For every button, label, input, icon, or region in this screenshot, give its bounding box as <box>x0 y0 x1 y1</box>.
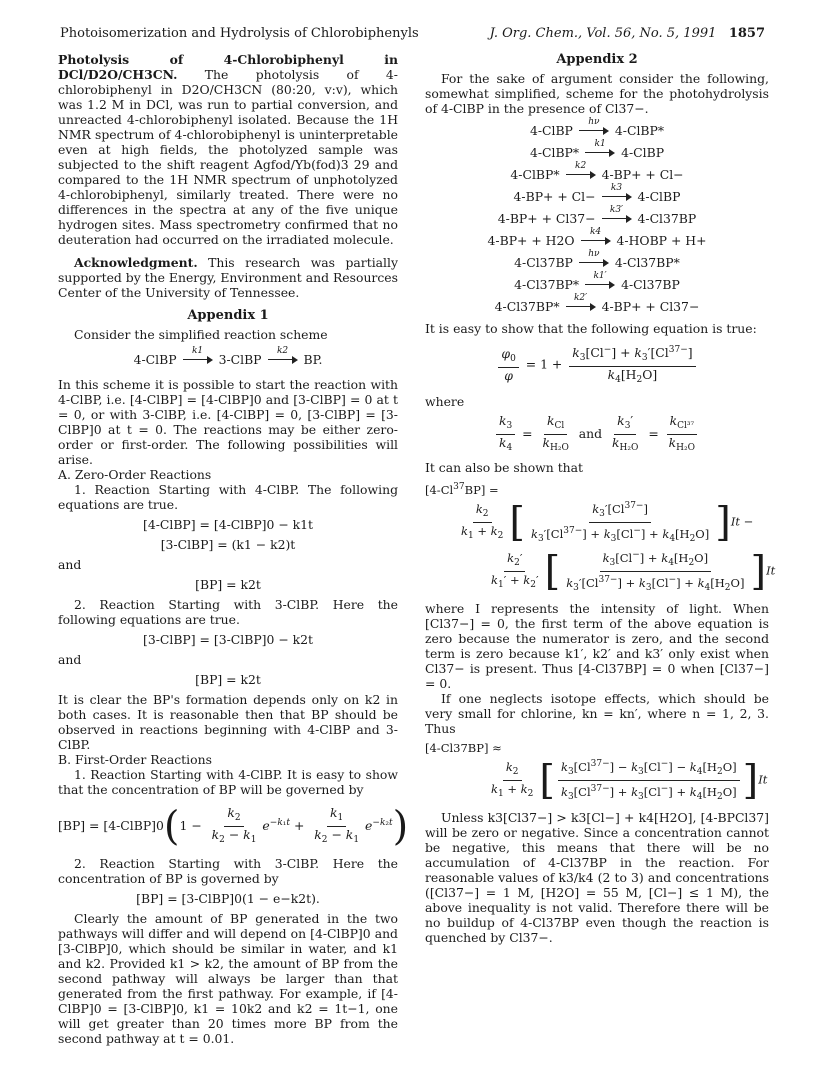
and-connector-1: and <box>58 557 82 572</box>
reaction-rhs: 4-ClBP <box>637 189 681 204</box>
appendix-2-heading: Appendix 2 <box>556 52 638 67</box>
rate-constant-label: hν <box>588 248 600 259</box>
left-column <box>58 52 409 1046</box>
reaction-arrow <box>579 116 609 136</box>
rate-constant-label: k2 <box>574 160 587 171</box>
right-column <box>425 52 776 945</box>
scheme-paragraph: In this scheme it is possible to start the reaction with 4-ClBP, i.e. [4-ClBP] = [4-ClBP]0 and [3-ClBP] = 0 at t = 0, or with 3-ClBP, i.e. [4-ClBP] = 0, [3-ClBP] = [3-ClBP]0 at t = 0. The reactions may be either zero-order or first-order. The following possibilities will arise. <box>58 377 398 467</box>
reaction-scheme-1 <box>58 345 398 367</box>
photolysis-heading: Photolysis of 4-Chlorobiphenyl in DCl/D2O/CH3CN. <box>58 52 398 82</box>
page-number: 1857 <box>728 26 765 41</box>
and-connector-2: and <box>58 652 82 667</box>
approx-equation: [4-Cl37BP] ≈ $\frac{k_2}{k_1 + k_2}$ [ $\frac{k_3[Cl^{37-}] - k_3[Cl^-] - k_4[H_2O]}{k_3[Cl^{37-}] + k_3[Cl^-] + k_4[H_2O]}$ ]It <box>425 741 768 804</box>
final-paragraph: Clearly the amount of BP generated in the two pathways will differ and will depend on [4-ClBP]0 and [3-ClBP]0, which should be similar in water, and k1 and k2. Provided k1 > k2, the amount of BP from the second pathway will always be larger than that generated from the first pathway. For example, if [4-ClBP]0 = [3-ClBP]0, k1 = 10k2 and k2 = 1t−1, one will get greater than 20 times more BP from the second pathway at t = 0.01. <box>58 911 398 1046</box>
reaction-rhs: 4-Cl37BP* <box>614 255 680 270</box>
running-header <box>60 26 765 44</box>
intensity-paragraph: where I represents the intensity of light. When [Cl37−] = 0, the first term of the above equation is zero because the numerator is zero, and the second term is zero because k1′, k2′ and k3′ only exist when Cl37− is present. Thus [4-Cl37BP] = 0 when [Cl37−] = 0. <box>425 601 769 691</box>
first-order-case-1: 1. Reaction Starting with 4-ClBP. It is easy to show that the concentration of BP will be governed by <box>58 767 398 797</box>
reaction-arrow <box>602 182 632 202</box>
reaction-row <box>425 292 769 314</box>
reaction-arrow <box>566 160 596 180</box>
equation-4: [3-ClBP] = [3-ClBP]0 − k2t <box>142 632 314 647</box>
acknowledgment-paragraph <box>58 255 398 300</box>
rate-constant-label: k1′ <box>593 270 607 281</box>
arrow-k1: k1 <box>183 355 213 365</box>
easy-show-paragraph: It is easy to show that the following equation is true: <box>425 321 757 336</box>
equation-2: [3-ClBP] = (k1 − k2)t <box>160 537 296 552</box>
equation-5: [BP] = k2t <box>195 672 261 687</box>
also-shown-paragraph: It can also be shown that <box>425 460 584 475</box>
reaction-row <box>425 270 769 292</box>
photolysis-body: The photolysis of 4-chlorobiphenyl in D2O/CH3CN (80:20, v:v), which was 1.2 M in DCl, was run to partial conversion, and unreacted 4-chlorobiphenyl isolated. Because the 1H NMR spectrum of 4-chlorobiphenyl is uninterpretable even at high fields, the photolyzed sample was subjected to the shift reagent Agfod/Yb(fod)3 29 and compared to the 1H NMR spectrum of unphotolyzed 4-chlorobiphenyl, similarly treated. There were no differences in the spectra at any of the five unique hydrogen sites. Mass spectrometry confirmed that no deuteration had occurred on the irradiated molecule. <box>58 67 398 247</box>
reaction-row <box>425 160 769 182</box>
reaction-lhs: 4-ClBP <box>529 123 573 138</box>
isotope-paragraph: If one neglects isotope effects, which should be very small for chlorine, kn = kn′, where n = 1, 2, 3. Thus <box>425 691 769 736</box>
where-label: where <box>425 394 465 409</box>
reaction-rhs: 4-ClBP* <box>614 123 665 138</box>
header-journal: J. Org. Chem., Vol. 56, No. 5, 1991 1857 <box>489 26 765 41</box>
header-title: Photoisomerization and Hydrolysis of Chlorobiphenyls <box>60 26 419 41</box>
ratio-equation: $\frac{k_3}{k_4}$ = $\frac{k_{Cl}}{k_{H_2O}}$ and $\frac{k_3'}{k_{H_2O}}$ = $\frac{k_{Cl^{37}}}{k_{H_2O}}$ <box>425 413 769 456</box>
scheme-reactant: 4-ClBP <box>133 352 177 367</box>
reaction-arrow <box>579 248 609 268</box>
concentration-equation: $[4-Cl^{37}BP]$ = $\frac{k_2}{k_1 + k_2}$ [ $\frac{k_3'[Cl^{37-}]}{k_3'[Cl^{37-}] + k_3[Cl^-] + k_4[H_2O]}$ ]It − $\frac{k_2'}{k_1' + k_2'}$ [ $\frac{k_3[Cl^-] + k_4[H_2O]}{k_3'[Cl^{37-}] + k_3[Cl^-] + k_4[H_2O]}$ ]It <box>425 482 776 595</box>
equation-7: [BP] = [3-ClBP]0(1 − e−k2t). <box>136 891 320 906</box>
reaction-lhs: 4-BP+ + Cl− <box>513 189 596 204</box>
first-order-case-2: 2. Reaction Starting with 3-ClBP. Here the concentration of BP is governed by <box>58 856 398 886</box>
conclusion-paragraph: It is clear the BP's formation depends only on k2 in both cases. It is reasonable then that BP should be observed in reactions beginning with 4-ClBP and 3-ClBP. <box>58 692 398 752</box>
reaction-lhs: 4-Cl37BP <box>514 255 573 270</box>
zero-order-case-1: 1. Reaction Starting with 4-ClBP. The following equations are true. <box>58 482 398 512</box>
reaction-rhs: 4-BP+ + Cl− <box>601 167 684 182</box>
appendix-1-heading: Appendix 1 <box>187 308 269 323</box>
rate-constant-label: k2′ <box>573 292 588 303</box>
reaction-list <box>425 116 769 314</box>
rate-constant-label: k1 <box>594 138 606 149</box>
reaction-rhs: 4-ClBP <box>621 145 665 160</box>
acknowledgment-heading: Acknowledgment. <box>74 255 198 270</box>
equation-3: [BP] = k2t <box>195 577 261 592</box>
reaction-lhs: 4-ClBP* <box>529 145 580 160</box>
equation-1: [4-ClBP] = [4-ClBP]0 − k1t <box>142 517 314 532</box>
rate-constant-label: hν <box>588 116 600 127</box>
rate-constant-label: k3 <box>610 182 623 193</box>
appendix-1-intro: Consider the simplified reaction scheme <box>74 327 328 342</box>
reaction-lhs: 4-BP+ + Cl37− <box>497 211 596 226</box>
equation-6: [BP] = [4-ClBP]0(1 − $\frac{k_2}{k_2 - k_1}$ $e^{-k_1t}$ + $\frac{k_1}{k_2 - k_1}$ $e^{-k_2t}$) <box>58 803 409 850</box>
rate-constant-label: k4 <box>589 226 602 237</box>
reaction-lhs: 4-ClBP* <box>510 167 560 182</box>
reaction-row <box>425 138 769 160</box>
reaction-lhs: 4-BP+ + H2O <box>487 233 575 248</box>
scheme-product: BP. <box>303 352 323 367</box>
reaction-arrow <box>585 270 615 290</box>
photolysis-paragraph <box>58 52 398 247</box>
appendix-2-intro: For the sake of argument consider the following, somewhat simplified, scheme for the photohydrolysis of 4-ClBP in the presence of Cl37−. <box>425 71 769 116</box>
zero-order-heading: A. Zero-Order Reactions <box>58 467 212 482</box>
reaction-row <box>425 182 769 204</box>
zero-order-case-2: 2. Reaction Starting with 3-ClBP. Here the following equations are true. <box>58 597 398 627</box>
arrow-k2: k2 <box>268 355 298 365</box>
rate-constant-label: k3′ <box>609 204 624 215</box>
reaction-rhs: 4-BP+ + Cl37− <box>601 299 700 314</box>
reaction-lhs: 4-Cl37BP* <box>494 299 560 314</box>
reaction-arrow <box>581 226 611 246</box>
scheme-intermediate: 3-ClBP <box>218 352 262 367</box>
reaction-arrow <box>585 138 615 158</box>
first-order-heading: B. First-Order Reactions <box>58 752 212 767</box>
acknowledgment-body: This research was partially supported by the Energy, Environment and Resources Center of the University of Tennessee. <box>58 255 398 300</box>
unless-paragraph: Unless k3[Cl37−] > k3[Cl−] + k4[H2O], [4-BPCl37] will be zero or negative. Since a concentration cannot be negative, this means that there will be no accumulation of 4-Cl37BP in the reaction. For reasonable values of k3/k4 (2 to 3) and concentrations ([Cl37−] = 1 M, [H2O] = 55 M, [Cl−] ≤ 1 M), the above inequality is not valid. Therefore there will be no buildup of 4-Cl37BP even though the reaction is quenched by Cl37−. <box>425 810 769 945</box>
reaction-lhs: 4-Cl37BP* <box>514 277 580 292</box>
reaction-rhs: 4-Cl37BP <box>637 211 697 226</box>
reaction-arrow <box>602 204 632 224</box>
reaction-rhs: 4-HOBP + H+ <box>616 233 707 248</box>
reaction-rhs: 4-Cl37BP <box>621 277 680 292</box>
quantum-yield-equation: $\frac{\varphi_0}{\varphi}$ = 1 + $\frac{k_3[Cl^-] + k_3'[Cl^{37-}]}{k_4[H_2O]}$ <box>425 342 769 388</box>
reaction-arrow <box>566 292 596 312</box>
